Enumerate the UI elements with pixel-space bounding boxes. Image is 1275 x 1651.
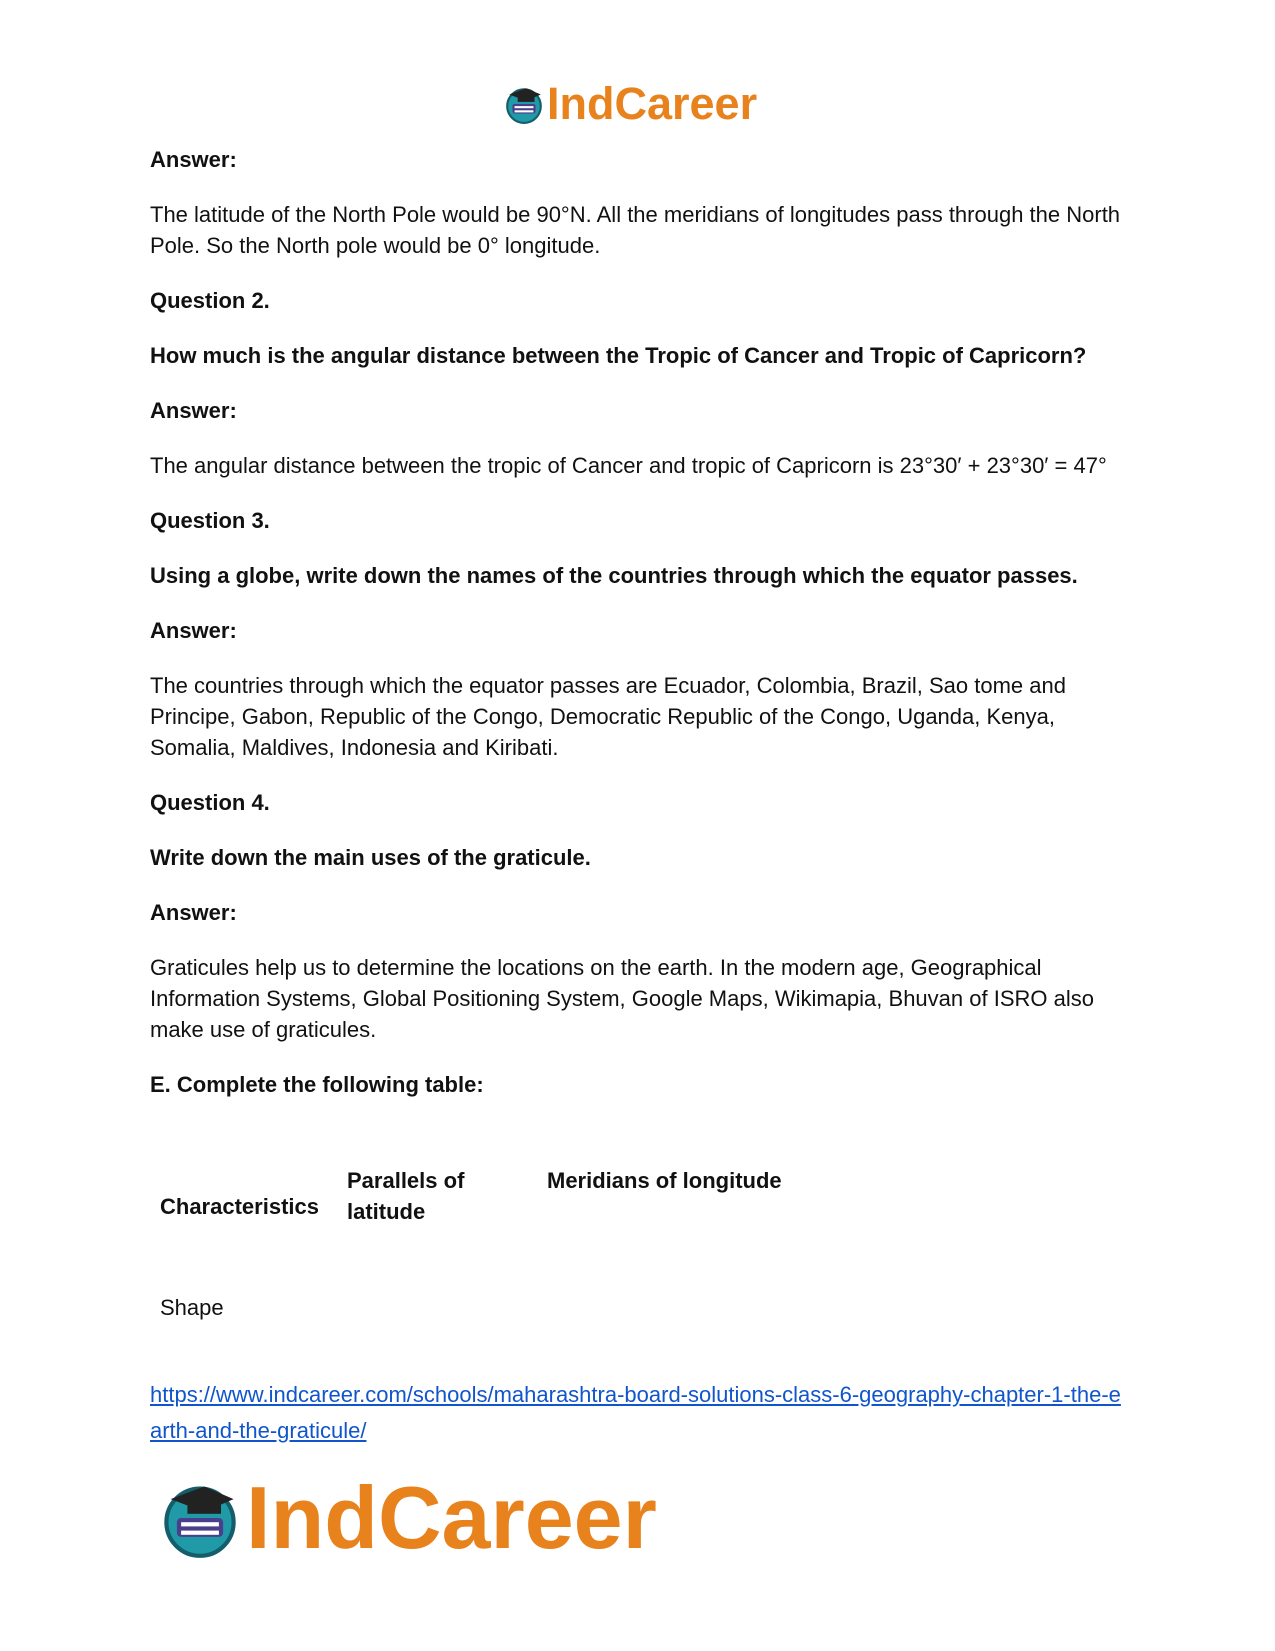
table-header-characteristics: Characteristics [160,1194,319,1219]
question-heading: Question 2. [150,288,270,313]
section-heading: E. Complete the following table: [150,1072,484,1097]
answer-text: Graticules help us to determine the locations on the earth. In the modern age, Geographical Information Systems, Global Positioning System, Google Maps, Wikimapia, Bhuvan of ISRO also make use of graticules. [150,955,1094,1042]
footer-logo [158,1468,657,1568]
answer-label: Answer: [150,618,237,643]
answer-label: Answer: [150,398,237,423]
table-header-parallels: Parallels of latitude [347,1168,465,1224]
answer-text: The angular distance between the tropic of Cancer and tropic of Capricorn is 23°30′ + 23°30′ = 47° [150,453,1107,478]
logo-wordmark: IndCareer [246,1468,657,1567]
question-heading: Question 4. [150,790,270,815]
question-heading: Question 3. [150,508,270,533]
source-link[interactable]: https://www.indcareer.com/schools/maharashtra-board-solutions-class-6-geography-chapter-1-the-earth-and-the-graticule/ [150,1382,1121,1443]
answer-text: The latitude of the North Pole would be 90°N. All the meridians of longitudes pass through the North Pole. So the North pole would be 0° longitude. [150,202,1121,258]
graduation-book-globe-icon [158,1476,242,1560]
table-header-meridians: Meridians of longitude [547,1168,782,1193]
table-row-label: Shape [160,1295,224,1320]
logo-wordmark: IndCareer [547,78,758,129]
answer-text: The countries through which the equator passes are Ecuador, Colombia, Brazil, Sao tome and Principe, Gabon, Republic of the Congo, Democratic Republic of the Congo, Uganda, Kenya, Somalia, Maldives, Indonesia and Kiribati. [150,673,1066,760]
question-text: Write down the main uses of the graticule. [150,845,591,870]
question-text: Using a globe, write down the names of the countries through which the equator passes. [150,563,1078,588]
graduation-book-globe-icon [503,83,545,125]
answer-label: Answer: [150,147,237,172]
document-body [150,144,1130,1100]
header-logo [503,76,757,132]
answer-label: Answer: [150,900,237,925]
question-text: How much is the angular distance between the Tropic of Cancer and Tropic of Capricorn? [150,343,1087,368]
